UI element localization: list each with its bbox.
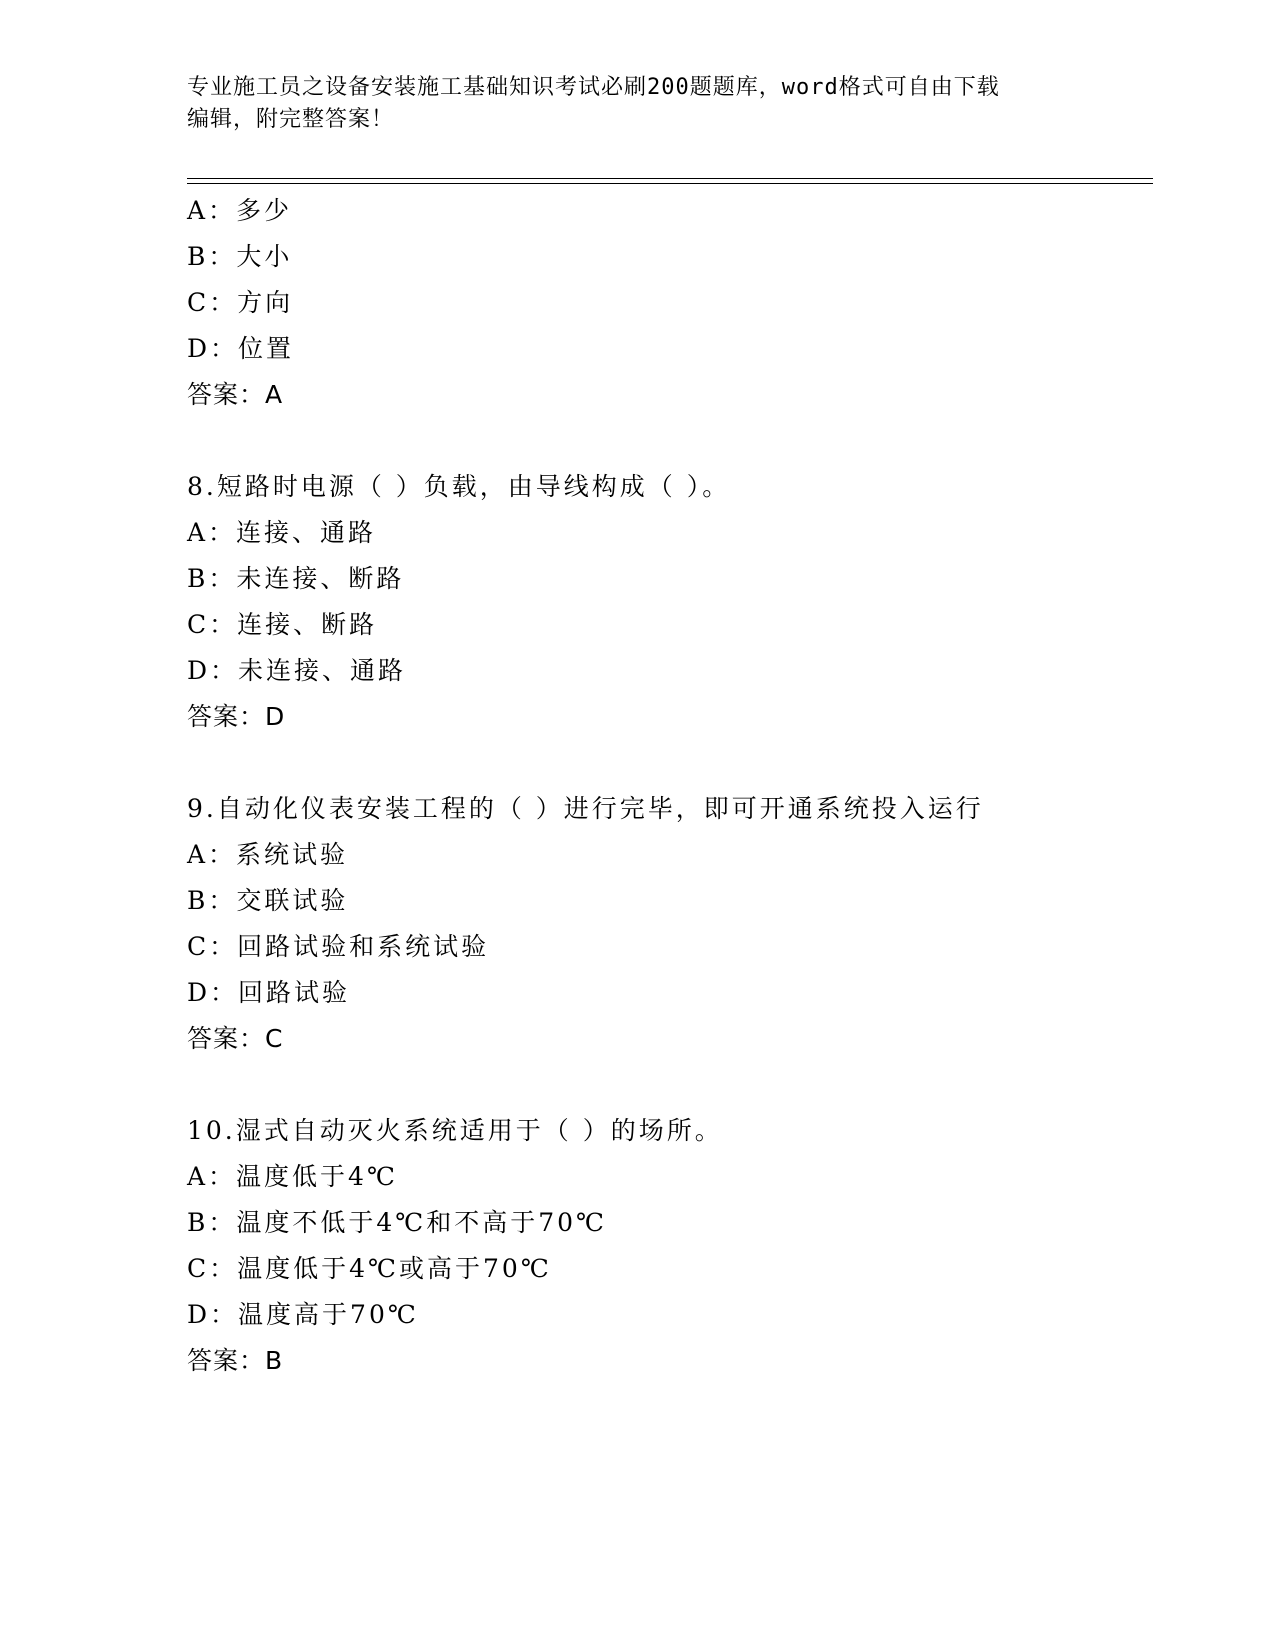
option-c: C：温度低于4℃或高于70℃	[187, 1254, 552, 1283]
question-block-9	[187, 786, 1153, 1062]
question-block-8	[187, 464, 1153, 740]
option-b: B：未连接、断路	[187, 564, 405, 593]
option-a: A：系统试验	[187, 840, 349, 869]
option-c: C：连接、断路	[187, 610, 378, 639]
question-text: 8.短路时电源（ ）负载，由导线构成（ ）。	[187, 472, 731, 501]
option-d: D：未连接、通路	[187, 656, 407, 685]
answer-line: 答案：C	[187, 1024, 284, 1053]
header-double-rule	[187, 178, 1153, 184]
option-c: C：方向	[187, 288, 294, 317]
option-a: A：连接、通路	[187, 518, 377, 547]
header-line-2: 编辑，附完整答案！	[187, 107, 395, 132]
header-line-1: 专业施工员之设备安装施工基础知识考试必刷200题题库，word格式可自由下载	[187, 75, 1000, 100]
question-text: 9.自动化仪表安装工程的（ ）进行完毕，即可开通系统投入运行	[187, 794, 984, 823]
answer-line: 答案：B	[187, 1346, 284, 1375]
question-list	[187, 188, 1153, 1384]
option-d: D：回路试验	[187, 978, 351, 1007]
option-a: A：多少	[187, 196, 293, 225]
option-b: B：交联试验	[187, 886, 349, 915]
answer-line: 答案：D	[187, 702, 286, 731]
option-d: D：温度高于70℃	[187, 1300, 419, 1329]
answer-line: 答案：A	[187, 380, 284, 409]
option-d: D：位置	[187, 334, 295, 363]
option-b: B：大小	[187, 242, 293, 271]
option-b: B：温度不低于4℃和不高于70℃	[187, 1208, 608, 1237]
option-a: A：温度低于4℃	[187, 1162, 398, 1191]
question-block-10	[187, 1108, 1153, 1384]
question-text: 10.湿式自动灭火系统适用于（ ）的场所。	[187, 1116, 723, 1145]
option-c: C：回路试验和系统试验	[187, 932, 490, 961]
question-block-7	[187, 188, 1153, 418]
document-header	[187, 72, 1087, 136]
